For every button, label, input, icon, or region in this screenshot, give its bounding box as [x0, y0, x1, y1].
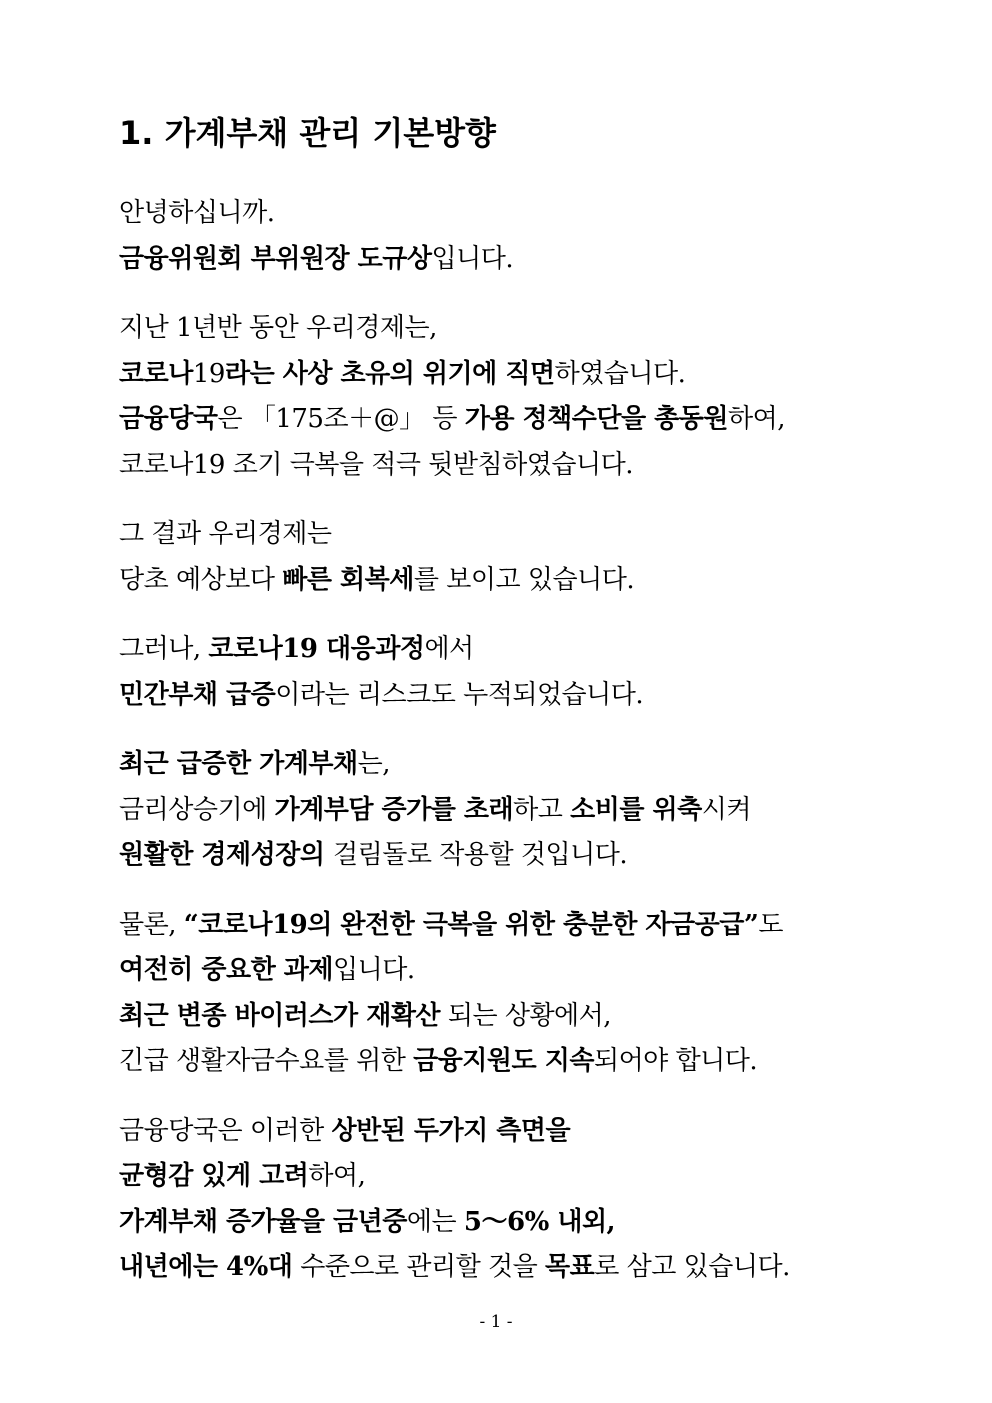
- text-line: [119, 994, 959, 1040]
- text-line: [119, 1200, 959, 1246]
- text-line: [119, 673, 959, 719]
- emphasis-text: 빠른 회복세: [282, 564, 414, 595]
- body-text: 이라는 리스크도 누적되었습니다.: [275, 679, 644, 710]
- text-line: [119, 352, 959, 398]
- emphasis-text: 소비를 위축: [570, 794, 702, 825]
- emphasis-text: 가계부담 증가를 초래: [274, 794, 514, 825]
- text-line: [119, 742, 959, 788]
- paragraph: [119, 742, 959, 879]
- emphasis-text: 가용 정책수단을 총동원: [464, 404, 729, 434]
- body-text: 로 삼고 있습니다.: [594, 1252, 790, 1282]
- paragraph: [119, 1109, 959, 1291]
- text-line: [119, 1245, 959, 1291]
- emphasis-text: 금융위원회 부위원장 도규상: [119, 243, 432, 274]
- text-line: [119, 948, 959, 994]
- text-line: [119, 512, 959, 558]
- body-text: 걸림돌로 작용할 것입니다.: [333, 840, 628, 870]
- text-line: [119, 627, 959, 673]
- body-text: 입니다.: [431, 243, 514, 274]
- body-text: 금융당국은 이러한: [119, 1115, 332, 1146]
- emphasis-text: 코로나19 대응과정: [208, 634, 425, 664]
- body-text: 하여,: [308, 1161, 366, 1191]
- emphasis-text: 균형감 있게 고려: [119, 1161, 309, 1191]
- paragraph: [119, 903, 959, 1085]
- section-heading: 1. 가계부채 관리 기본방향: [119, 114, 496, 152]
- text-line: [119, 1154, 959, 1200]
- body-text: 되는 상황에서,: [440, 1000, 612, 1031]
- text-line: [119, 558, 959, 604]
- emphasis-text: 금융지원도 지속: [413, 1046, 594, 1076]
- paragraph: [119, 191, 959, 282]
- emphasis-text: 최근 변종 바이러스가 재확산: [119, 1000, 441, 1031]
- body-text: 물론,: [119, 909, 184, 940]
- body-text: 입니다.: [333, 955, 415, 985]
- body-text: 수준으로 관리할 것을: [292, 1252, 546, 1282]
- emphasis-text: 목표: [545, 1252, 595, 1282]
- body-text: 에는: [406, 1206, 464, 1237]
- emphasis-text: 여전히 중요한 과제: [119, 955, 334, 985]
- text-line: [119, 191, 959, 237]
- body-text: 하여,: [728, 404, 786, 434]
- body-text: 19: [192, 358, 225, 389]
- body-text: 그러나,: [119, 634, 209, 664]
- text-line: [119, 397, 959, 443]
- body-text: 은 「175조＋@」 등: [217, 404, 465, 434]
- emphasis-text: 원활한 경제성장의: [119, 840, 334, 870]
- body-text: 안녕하십니까.: [119, 198, 275, 228]
- emphasis-text: 사상 초유의 위기에 직면: [282, 358, 555, 389]
- body-text: 하고: [513, 794, 571, 825]
- text-line: [119, 237, 959, 283]
- body-text: 되어야 합니다.: [593, 1046, 758, 1076]
- text-line: [119, 306, 959, 352]
- text-line: [119, 1109, 959, 1155]
- paragraph: [119, 627, 959, 718]
- body-text: 긴급 생활자금수요를 위한: [119, 1046, 414, 1076]
- body-text: 금리상승기에: [119, 794, 275, 825]
- paragraph: [119, 306, 959, 488]
- text-line: [119, 1039, 959, 1085]
- emphasis-text: “코로나19의 완전한 극복을 위한 충분한 자금공급”: [183, 909, 759, 940]
- body-text: 지난 1년반 동안 우리경제는,: [119, 313, 437, 343]
- emphasis-text: 상반된 두가지 측면을: [331, 1115, 571, 1146]
- paragraph: [119, 512, 959, 603]
- body-text: 를 보이고 있습니다.: [413, 564, 635, 595]
- emphasis-text: 코로나: [119, 358, 193, 389]
- emphasis-text: 5～6% 내외,: [463, 1206, 616, 1237]
- emphasis-text: 라는: [224, 358, 283, 389]
- emphasis-text: 가계부채 증가율을 금년중: [119, 1206, 407, 1237]
- body-text: 시켜: [701, 794, 751, 825]
- emphasis-text: 금융당국: [119, 404, 218, 434]
- text-line: [119, 833, 959, 879]
- emphasis-text: 내년에는 4%대: [119, 1252, 293, 1282]
- text-line: [119, 788, 959, 834]
- page-number: - 1 -: [479, 1312, 513, 1332]
- body-text: 그 결과 우리경제는: [119, 519, 332, 549]
- body-text: 에서: [424, 634, 474, 664]
- emphasis-text: 최근 급증한 가계부채: [119, 749, 358, 779]
- body-text: 코로나19 조기 극복을 적극 뒷받침하였습니다.: [119, 449, 633, 480]
- body-text: 하였습니다.: [554, 358, 686, 389]
- text-line: [119, 443, 959, 489]
- body-text: 당초 예상보다: [119, 564, 283, 595]
- body-text: 도: [758, 909, 783, 940]
- text-line: [119, 903, 959, 949]
- body-text: 는,: [357, 749, 391, 779]
- speech-body: [119, 191, 959, 1315]
- emphasis-text: 민간부채 급증: [119, 679, 276, 710]
